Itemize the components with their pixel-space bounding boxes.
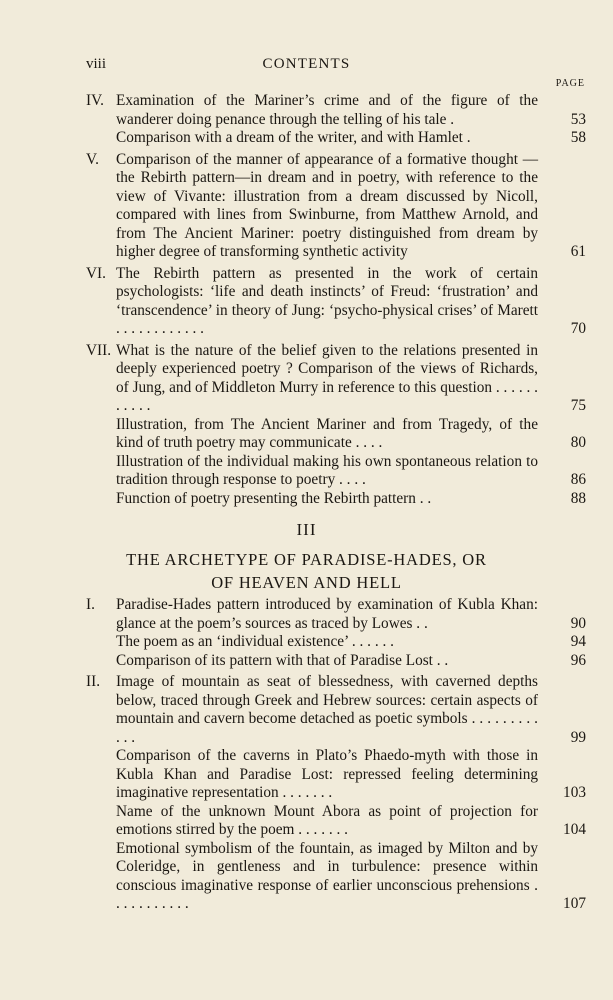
toc-page-number: 99 <box>570 728 586 746</box>
toc-item <box>116 490 586 509</box>
toc-item <box>116 633 586 652</box>
toc-item <box>116 129 586 148</box>
section-number: III <box>296 520 317 539</box>
toc-item <box>116 342 586 416</box>
toc-item-text: The Rebirth pattern as presented in the work of certain psychologists: ‘life and death instincts’ of Freud: ‘frustration’ and ‘transcendence’ in theory of Jung: ‘psycho-physical crises’ of Marett . . . . . . . . . . . . <box>116 264 538 337</box>
toc-item <box>116 596 586 633</box>
toc-item <box>116 151 586 262</box>
running-header <box>0 56 613 78</box>
toc-item-text: The poem as an ‘individual existence’ . . . . . . <box>116 633 394 650</box>
toc-item <box>116 416 586 453</box>
chapter-number: V. <box>86 150 99 168</box>
chapter-entry <box>86 342 586 509</box>
toc-item <box>116 803 586 840</box>
toc-item-text: Illustration of the individual making his own spontaneous relation to tradition through response to poetry . . . . <box>116 452 538 488</box>
section-heading <box>0 520 613 594</box>
toc-page-number: 80 <box>570 434 586 451</box>
chapter-number: IV. <box>86 92 104 109</box>
toc-item <box>116 673 586 747</box>
toc-page-number: 104 <box>563 821 586 838</box>
toc-page-number: 86 <box>570 471 586 488</box>
page-number-roman: viii <box>86 56 107 72</box>
chapter-number: I. <box>86 596 95 613</box>
toc-page-number: 88 <box>570 489 586 507</box>
toc-item-text: Comparison with a dream of the writer, and with Hamlet . <box>116 129 471 146</box>
toc-page-number: 70 <box>570 320 586 337</box>
chapter-entry <box>86 92 586 148</box>
page-title: CONTENTS <box>262 56 351 72</box>
toc-page-number: 75 <box>570 397 586 414</box>
toc-page-number: 53 <box>570 110 586 128</box>
toc-item <box>116 652 586 671</box>
chapter-number: II. <box>86 673 101 690</box>
chapter-number: VI. <box>86 264 106 282</box>
toc-item-text: Function of poetry presenting the Rebirth pattern . . <box>116 489 432 507</box>
toc-page-number: 90 <box>570 614 586 632</box>
toc-item-text: Comparison of the caverns in Plato’s Phaedo-myth with those in Kubla Khan and Paradise Lost: repressed feeling determining imaginative representation . . . . . . . <box>116 747 538 801</box>
toc-item <box>116 747 586 803</box>
toc-item <box>116 453 586 490</box>
chapter-number: VII. <box>86 341 112 359</box>
toc-item-text: What is the nature of the belief given to the relations presented in deeply experienced poetry ? Comparison of the views of Richards, of Jung, and of Middleton Murry in reference to this question . . . . . . . . . . . <box>116 341 538 414</box>
toc-item <box>116 840 586 914</box>
toc-page-number: 103 <box>563 784 586 801</box>
chapter-entry <box>86 673 586 914</box>
toc-item-text: Comparison of its pattern with that of Paradise Lost . . <box>116 651 449 669</box>
toc-page-number: 58 <box>570 129 586 146</box>
chapter-entry <box>86 265 586 339</box>
toc-item-text: Comparison of the manner of appearance of a formative thought —the Rebirth pattern—in dream and in poetry, with reference to the view of Vivante: illustration from a dream discussed by Nicoll, compared with lines from Swinburne, from Matthew Arnold, and from The Ancient Mariner: poetry distinguished from dream by higher degree of transforming synthetic activity <box>116 150 538 260</box>
toc-item <box>116 265 586 339</box>
page-column-label: PAGE <box>555 78 585 89</box>
section-title-line-1: THE ARCHETYPE OF PARADISE-HADES, OR <box>126 550 487 569</box>
chapter-entry <box>86 596 586 670</box>
section-title-line-2: OF HEAVEN AND HELL <box>211 573 402 592</box>
toc-item-text: Image of mountain as seat of blessedness, with caverned depths below, traced through Greek and Hebrew sources: certain aspects of mountain and cavern become detached as poetic symbols . . . . . . . . . . . . <box>116 673 538 746</box>
contents-part-b <box>86 596 586 917</box>
toc-page-number: 96 <box>570 651 586 669</box>
toc-item-text: Examination of the Mariner’s crime and of the figure of the wanderer doing penance through the telling of his tale . <box>116 92 538 128</box>
toc-item-text: Illustration, from The Ancient Mariner and from Tragedy, of the kind of truth poetry may communicate . . . . <box>116 415 538 451</box>
chapter-entry <box>86 151 586 262</box>
toc-item-text: Emotional symbolism of the fountain, as imaged by Milton and by Coleridge, in gentleness and in turbulence: presence within conscious imaginative response of earlier unconscious prehensions . . . . . . . . . . . <box>116 839 538 912</box>
toc-item-text: Name of the unknown Mount Abora as point of projection for emotions stirred by the poem . . . . . . . <box>116 802 538 838</box>
toc-page-number: 94 <box>570 633 586 650</box>
toc-item-text: Paradise-Hades pattern introduced by examination of Kubla Khan: glance at the poem’s sources as traced by Lowes . . <box>116 596 538 632</box>
toc-page-number: 107 <box>563 895 586 912</box>
contents-part-a <box>86 92 586 511</box>
toc-item <box>116 92 586 129</box>
toc-page-number: 61 <box>570 243 586 260</box>
